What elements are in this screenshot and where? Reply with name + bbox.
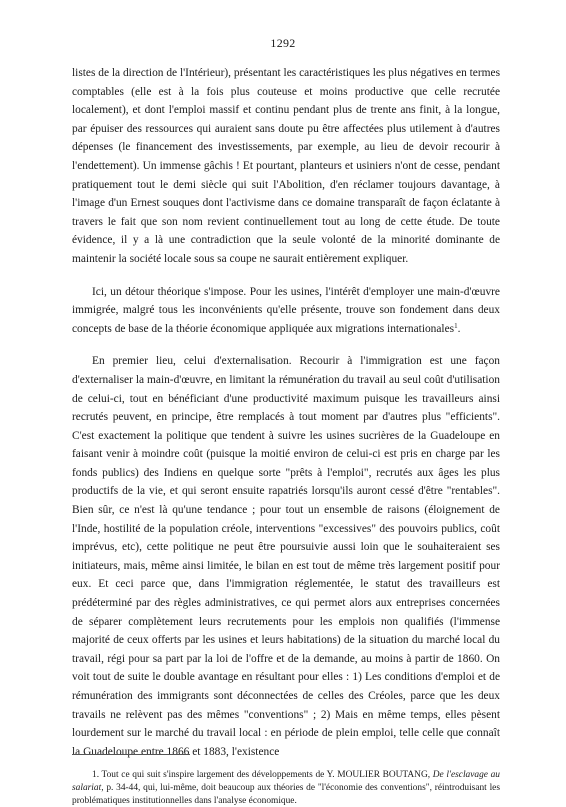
footnote-text-end: , p. 34-44, qui, lui-même, doit beaucoup aux théories de "l'économie des conventions", réintroduisant les problématiques institutionnelles dans l'analyse économique. bbox=[72, 782, 500, 806]
paragraph-1: listes de la direction de l'Intérieur), présentant les caractéristiques les plus négatives en termes comptables (elle est à la fois plus couteuse et moins productive que celle recrutée localement), et dont l'emploi massif et continu pendant plus de trente ans finit, à la longue, par épuiser des ressources qui auraient sans doute pu être affectées plus utilement à d'autres dépenses (le financement des investissements, par exemple, au lieu de devoir recourir à l'endettement). Un immense gâchis ! Et pourtant, planteurs et usiniers n'ont de cesse, pendant pratiquement tout le demi siècle qui suit l'Abolition, d'en réclamer toujours davantage, à l'image d'un Ernest souques dont l'activisme dans ce domaine transparaît de façon éclatante à travers le fait que son nom revient continuellement tout au long de cette étude. De toute évidence, il y a là une contradiction que la seule volonté de la minorité dominante de maintenir la société locale sous sa coupe ne saurait entièrement expliquer. bbox=[72, 67, 500, 265]
paragraph-3: En premier lieu, celui d'externalisation. Recourir à l'immigration est une façon d'externaliser la main-d'œuvre, en limitant la rémunération du travail au seul coût d'utilisation de celui-ci, tout en bénéficiant d'une productivité maximum puisque les travailleurs ainsi recrutés peuvent, en principe, être remplacés à tout moment par d'autres plus "efficients". C'est exactement la politique que tendent à suivre les usines sucrières de la Guadeloupe en faisant venir à moindre coût (puisque la moitié environ de celui-ci est pris en charge par les fonds publics) des Indiens en quelque sorte "prêts à l'emploi", recrutés aux âges les plus productifs de la vie, et qui seront ensuite rapatriés lorsqu'ils auront cessé d'être "rentables". Bien sûr, ce n'est là qu'une tendance ; pour tout un ensemble de raisons (éloignement de l'Inde, hostilité de la population créole, interventions "excessives" des pouvoirs publics, coût imprévus, etc), cette politique ne peut être poursuivie aussi loin que le souhaiteraient ses initiateurs, mais, même ainsi limitée, le bilan en est tout de même très largement positif pour eux. Et ceci parce que, dans l'immigration réglementée, le statut des travailleurs est prédéterminé par des règles administratives, ce qui permet alors aux entreprises concernées de séparer complètement leurs recrutements pour les emplois non qualifiés (l'immense majorité de ceux offerts par les usines et leurs habitations) de la situation du marché local du travail, régi pour sa part par la loi de l'offre et de la demande, au moins à partir de 1860. On voit tout de suite le double avantage en résultant pour elles : 1) Les conditions d'emploi et de rémunération des immigrants sont déconnectées de celles des Créoles, parce que les deux travails ne relèvent pas des mêmes "conventions" ; 2) Mais en même temps, elles pèsent lourdement sur le marché du travail local : en période de plein emploi, telle celle que connaît la Guadeloupe entre 1866 et 1883, l'existence bbox=[72, 355, 500, 758]
footnote-book-title: De l'esclavage au salariat bbox=[72, 770, 500, 793]
footnote-text-start: 1. Tout ce qui suit s'inspire largement des développements de Y. MOULIER BOUTANG, bbox=[92, 770, 433, 781]
page-number: 1292 bbox=[270, 36, 296, 50]
paragraph-2-text: Ici, un détour théorique s'impose. Pour les usines, l'intérêt d'employer une main-d'œuvre immigrée, malgré tous les inconvénients qu'elle présente, trouve son fondement dans deux concepts de base de la théorie économique appliquée aux migrations internationales bbox=[72, 285, 500, 335]
footnote bbox=[72, 769, 500, 807]
footnote-separator bbox=[72, 754, 190, 755]
footnote-reference: 1 bbox=[454, 321, 458, 330]
body-text bbox=[72, 64, 500, 761]
paragraph-2: Ici, un détour théorique s'impose. Pour les usines, l'intérêt d'employer une main-d'œuvre immigrée, malgré tous les inconvénients qu'elle présente, trouve son fondement dans deux concepts de base de la théorie économique appliquée aux migrations internationales$^1$. bbox=[72, 285, 500, 335]
